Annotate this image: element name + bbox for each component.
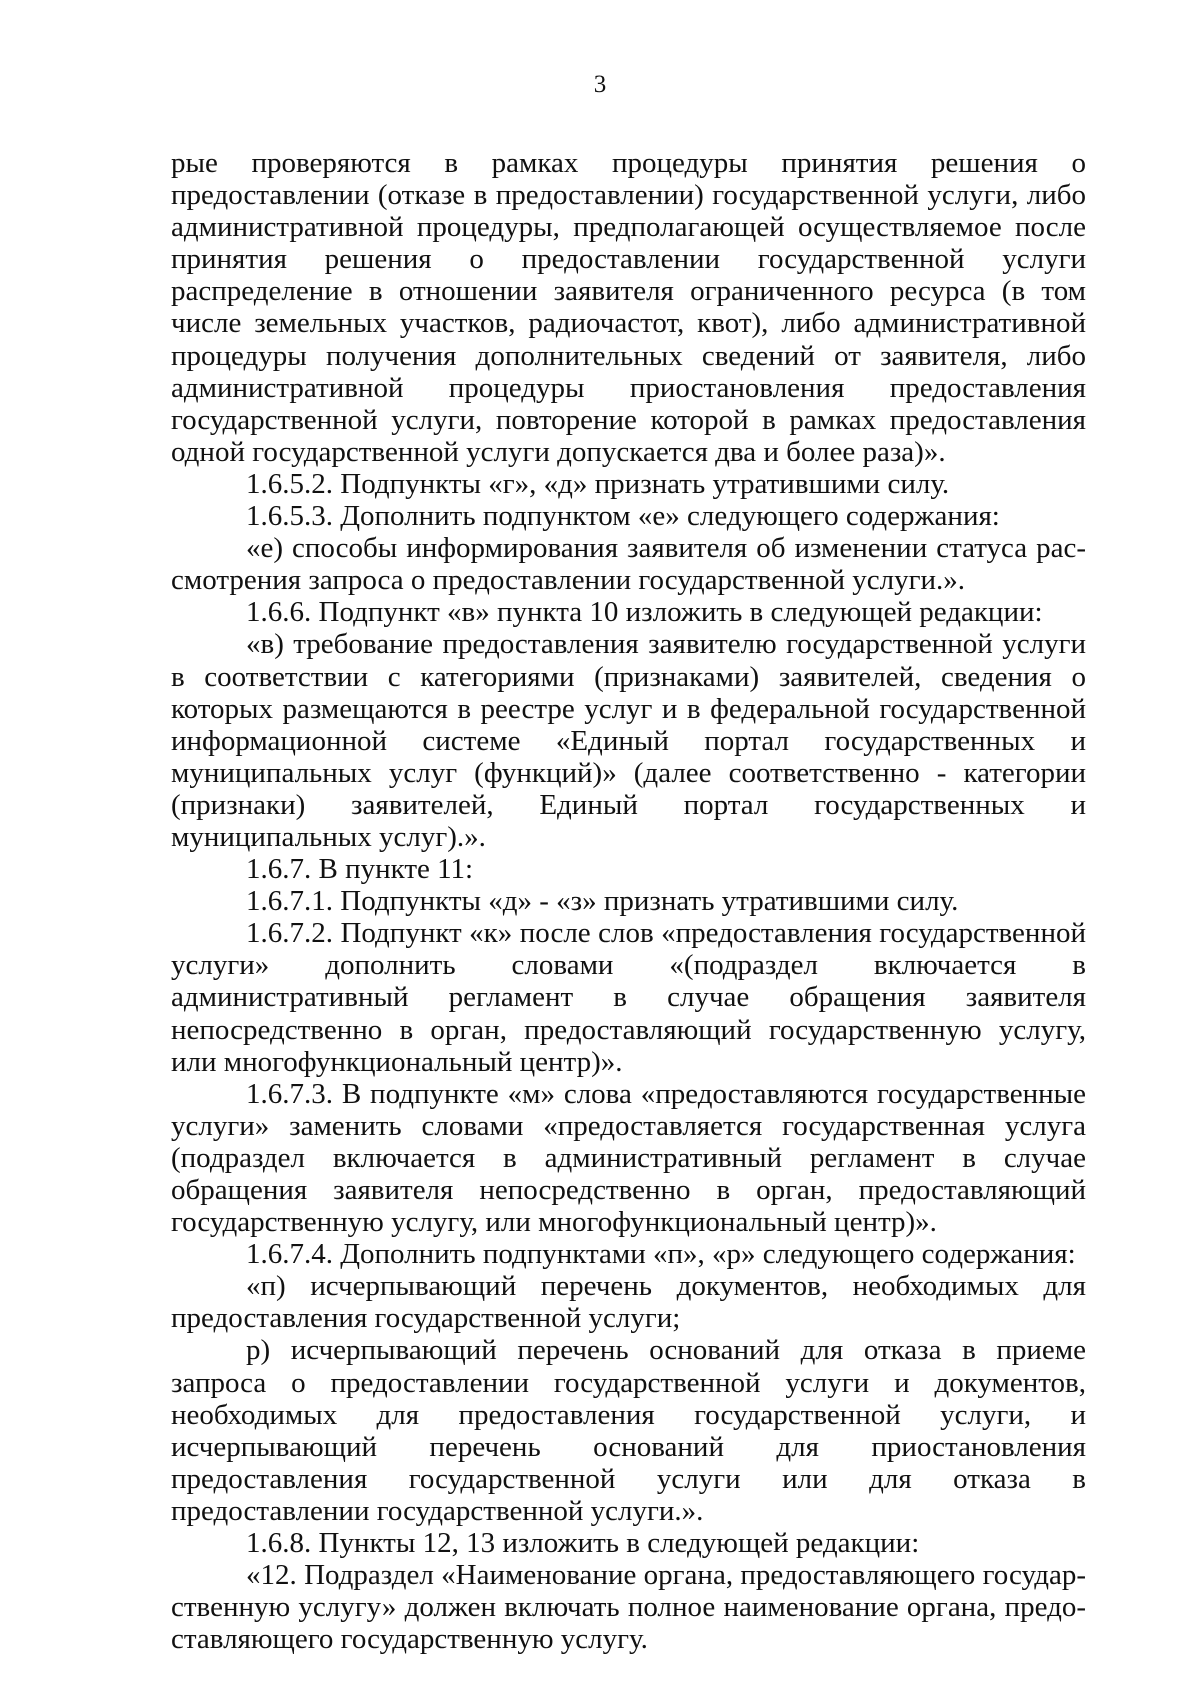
paragraph-subitem-e: «е) способы информирования заявителя об изменении статуса рассмотрения запроса о предоставлении государственной услуги.». (171, 532, 1086, 597)
paragraph-continuation: рые проверяются в рамках процедуры принятия решения о предоставлении (отказе в предоставлении) государственной услуги, либо административной процедуры, предполагающей осуществляемое после принятия решения о предоставлении государственной услуги распределение в отношении заявителя ограниченного ресурса (в том числе земельных участков, радиочастот, квот), либо административной процедуры получения дополнительных сведений от заявителя, либо административной процедуры приостановления предоставления государственной услуги, повторение которой в рамках предоставления одной государственной услуги допускается два и более раза)». (171, 147, 1086, 468)
paragraph-item-12: «12. Подраздел «Наименование органа, предоставляющего государственную услугу» должен включать полное наименование органа, предоставляющего государственную услугу. (171, 1559, 1086, 1656)
paragraph-1-6-7-4: 1.6.7.4. Дополнить подпунктами «п», «р» следующего содержания: (246, 1238, 1076, 1271)
paragraph-1-6-8: 1.6.8. Пункты 12, 13 изложить в следующей редакции: (246, 1527, 920, 1560)
paragraph-subitem-v: «в) требование предоставления заявителю государственной услуги в соответствии с категориями (признаками) заявителей, сведения о которых размещаются в реестре услуг и в федеральной государственной информационной системе «Единый портал государственных и муниципальных услуг (функций)» (далее соответственно - категории (признаки) заявителей, Единый портал государственных и муниципальных услуг).». (171, 628, 1086, 853)
paragraph-1-6-7: 1.6.7. В пункте 11: (246, 853, 474, 886)
document-body (171, 147, 1086, 1655)
page-number: 3 (593, 71, 607, 98)
paragraph-1-6-5-3: 1.6.5.3. Дополнить подпунктом «е» следующего содержания: (246, 500, 1000, 533)
paragraph-1-6-7-3: 1.6.7.3. В подпункте «м» слова «предоставляются государственные услуги» заменить словами «предоставляется государственная услуга (подраздел включается в административный регламент в случае обращения заявителя непосредственно в орган, предоставляющий государственную услугу, или многофункциональный центр)». (171, 1077, 1086, 1239)
paragraph-1-6-7-1: 1.6.7.1. Подпункты «д» - «з» признать утратившими силу. (246, 885, 959, 918)
paragraph-1-6-6: 1.6.6. Подпункт «в» пункта 10 изложить в следующей редакции: (246, 596, 1043, 629)
paragraph-1-6-5-2: 1.6.5.2. Подпункты «г», «д» признать утратившими силу. (246, 467, 950, 500)
paragraph-1-6-7-2: 1.6.7.2. Подпункт «к» после слов «предоставления государственной услуги» дополнить словами «(подраздел включается в административный регламент в случае обращения заявителя непосредственно в орган, предоставляющий государственную услугу, или многофункциональный центр)». (171, 917, 1086, 1078)
paragraph-subitem-r: р) исчерпывающий перечень оснований для отказа в приеме запроса о предоставлении государственной услуги и документов, необходимых для предоставления государственной услуги, и исчерпывающий перечень оснований для приостановления предоставления государственной услуги или для отказа в предоставлении государственной услуги.». (171, 1334, 1086, 1527)
paragraph-subitem-p: «п) исчерпывающий перечень документов, необходимых для предоставления государственной услуги; (171, 1270, 1086, 1335)
